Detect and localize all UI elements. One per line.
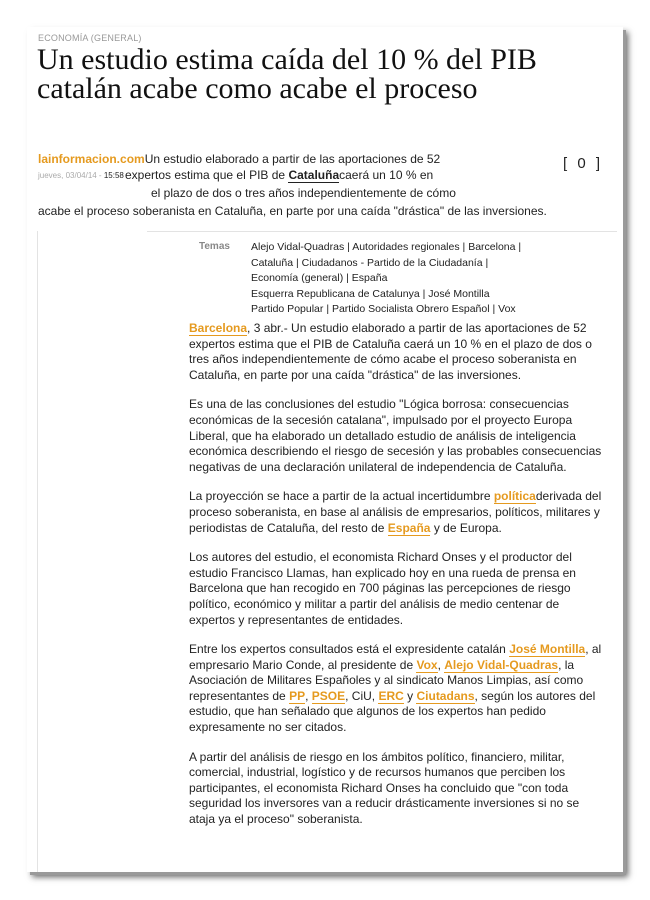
time: 15:58	[103, 171, 124, 180]
barcelona-link[interactable]: Barcelona	[189, 321, 248, 335]
paragraph-1	[189, 321, 603, 383]
summary-text-2b: caerá un 10 % en	[339, 168, 434, 182]
psoe-link[interactable]: PSOE	[311, 688, 346, 703]
dateline	[38, 171, 124, 180]
paragraph-5-text-f: , CiU,	[345, 688, 379, 703]
paragraph-5-text-e: ,	[305, 688, 312, 703]
tema-link[interactable]: Ciudadanos - Partido de la Ciudadanía	[301, 256, 483, 269]
tema-link[interactable]: Esquerra Republicana de Catalunya	[251, 287, 420, 300]
jose-montilla-link[interactable]: José Montilla	[509, 642, 586, 657]
paragraph-2: Es una de las conclusiones del estudio "Lógica borrosa: consecuencias económicas de la secesión catalana", impulsado por el proyecto Europa Liberal, que ha elaborado un detallado estudio de análisis de inteligencia económica describiendo el riesgo de secesión y las probables consecuencias negativas de una declaración unilateral de independencia de Cataluña.	[189, 397, 602, 474]
paragraph-5-text-c: ,	[437, 657, 445, 672]
tema-link[interactable]: Barcelona	[468, 241, 516, 253]
left-rule	[37, 231, 38, 872]
tema-link[interactable]: Cataluña	[251, 256, 294, 269]
summary-line-3: el plazo de dos o tres años independientemente de cómo	[151, 186, 456, 200]
comments-count[interactable]: [ 0 ]	[563, 155, 604, 172]
article-title: Un estudio estima caída del 10 % del PIB catalán acabe como acabe el proceso	[37, 43, 537, 105]
tema-link[interactable]: España	[351, 272, 388, 285]
summary-text-1: Un estudio elaborado a partir de las aportaciones de 52	[144, 152, 441, 166]
temas-list: Alejo Vidal-Quadras | Autoridades regionales | Barcelona | Cataluña | Ciudadanos - Partido de la Ciudadanía | Economía (general) | España Esquerra Republicana de Catalunya | José Montilla Partido Popular | Partido Socialista Obrero Español | Vox	[251, 241, 522, 316]
paragraph-3-text-a: La proyección se hace a partir de la actual incertidumbre	[189, 489, 494, 504]
alejo-vidal-quadras-link[interactable]: Alejo Vidal-Quadras	[444, 657, 559, 672]
paragraph-1-text: , 3 abr.- Un estudio elaborado a partir de las aportaciones de 52 expertos estima que el PIB de Cataluña caerá un 10 % en el plazo de dos o tres años independientemente de cómo acabe el proceso soberanista en Cataluña, en parte por una caída "drástica" de las inversiones.	[189, 321, 592, 382]
tema-link[interactable]: Alejo Vidal-Quadras	[251, 241, 345, 253]
ciutadans-link[interactable]: Ciutadans	[416, 688, 475, 703]
tema-link[interactable]: Autoridades regionales	[352, 241, 460, 253]
divider	[147, 231, 617, 232]
paragraph-3-text-c: y de Europa.	[430, 520, 502, 535]
pp-link[interactable]: PP	[289, 688, 306, 703]
article-page	[27, 27, 623, 872]
paragraph-5-text-a: Entre los expertos consultados está el expresidente catalán	[189, 642, 510, 657]
espana-link[interactable]: España	[387, 520, 431, 535]
cataluna-link[interactable]: Cataluña	[288, 168, 340, 182]
paragraph-5-text-g: y	[403, 688, 417, 703]
summary-text-2a: expertos estima que el PIB de	[125, 168, 286, 182]
tema-link[interactable]: Economía (general)	[251, 272, 344, 285]
paragraph-5	[189, 642, 603, 736]
paragraph-3	[189, 489, 603, 536]
politica-link[interactable]: política	[493, 489, 536, 504]
tema-link[interactable]: José Montilla	[428, 287, 490, 300]
paragraph-5-text-d: , la Asociación de Militares Españoles y al sindicato Manos Limpias, así como representantes de	[189, 657, 584, 703]
erc-link[interactable]: ERC	[378, 688, 404, 703]
summary-line-2	[125, 167, 433, 183]
temas-label: Temas	[199, 241, 230, 252]
tema-link[interactable]: Partido Socialista Obrero Español	[331, 303, 490, 316]
source-link[interactable]: lainformacion.com	[38, 152, 145, 166]
article-body	[189, 321, 603, 842]
tema-link[interactable]: Vox	[498, 303, 516, 316]
category-label[interactable]: ECONOMÍA (GENERAL)	[38, 33, 142, 43]
vox-link[interactable]: Vox	[416, 657, 438, 672]
date: jueves, 03/04/14 -	[38, 171, 102, 180]
paragraph-5-text-h: , según los autores del estudio, que han señalado que algunos de los expertos han pedido expresamente no ser citados.	[189, 688, 596, 735]
summary-line-1	[38, 151, 598, 167]
tema-link[interactable]: Partido Popular	[251, 303, 324, 316]
paragraph-4: Los autores del estudio, el economista Richard Onses y el productor del estudio Francisco Llamas, han explicado hoy en una rueda de prensa en Barcelona que han recogido en 700 páginas las percepciones de riesgo político, económico y militar a partir del análisis de medio centenar de expertos y representantes de entidades.	[189, 550, 576, 627]
paragraph-5-text-b: , al empresario Mario Conde, al presidente de	[189, 642, 602, 672]
summary-line-4: acabe el proceso soberanista en Cataluña, en parte por una caída "drástica" de las inversiones.	[38, 204, 547, 218]
paragraph-6: A partir del análisis de riesgo en los ámbitos político, financiero, militar, comercial, industrial, logístico y de recursos humanos que perciben los participantes, el economista Richard Onses ha concluido que "con toda seguridad los inversores van a reducir drásticamente inversiones si no se ataja ya el proceso" soberanista.	[189, 749, 580, 827]
paragraph-3-text-b: derivada del proceso soberanista, en base al análisis de empresarios, políticos, militares y periodistas de Cataluña, del resto de	[189, 489, 602, 535]
